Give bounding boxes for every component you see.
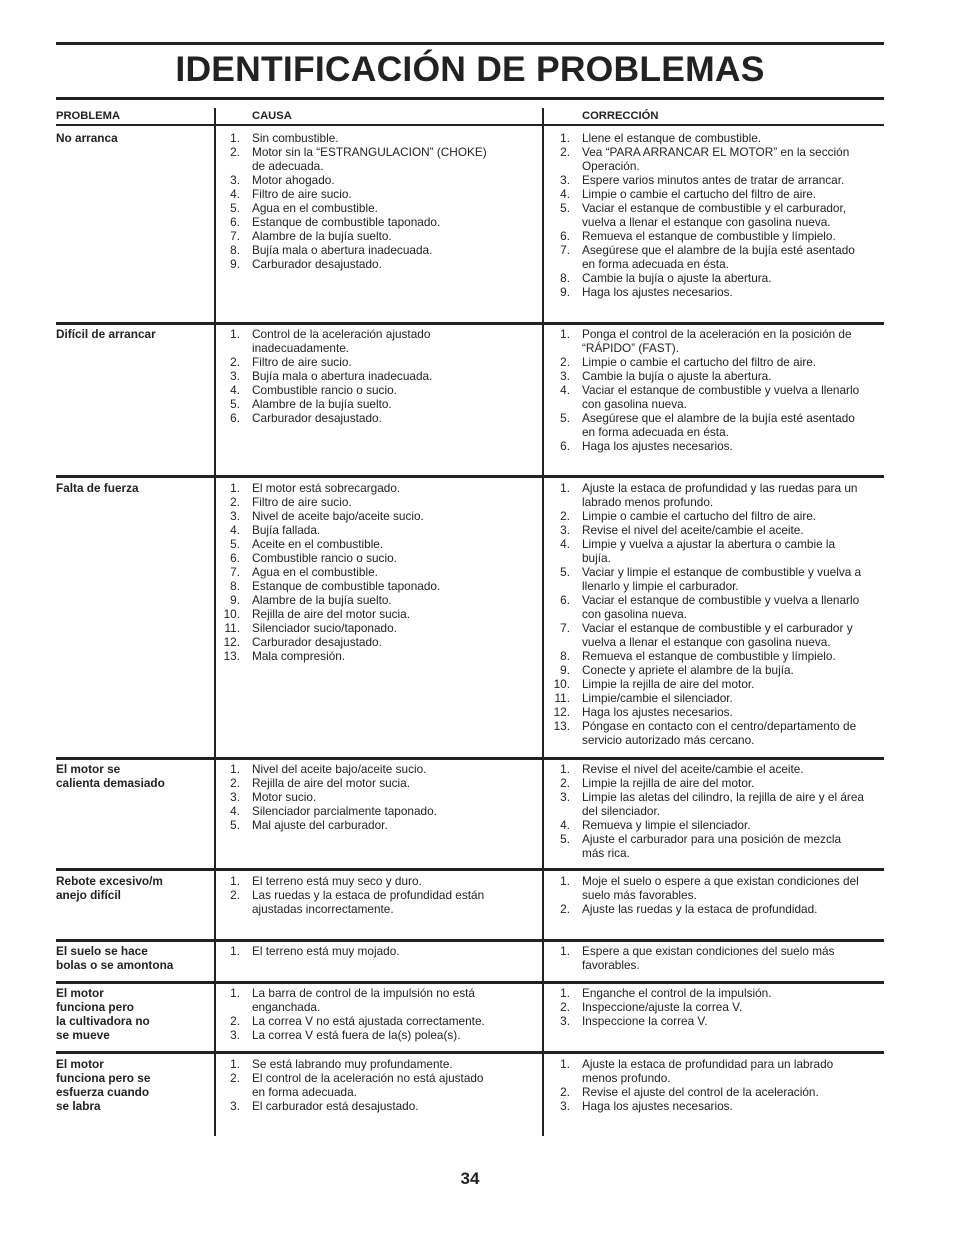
correction-item: [548, 537, 892, 565]
correction-item: [548, 986, 892, 1000]
item-text: El terreno está muy mojado.: [252, 944, 400, 958]
cause-item: [218, 1057, 552, 1071]
item-number: 8.: [560, 649, 570, 663]
problem-label: Difícil de arrancar: [56, 327, 156, 341]
correction-item: [548, 649, 892, 663]
item-number: 8.: [230, 243, 240, 257]
item-text: Espere varios minutos antes de tratar de arrancar.: [582, 173, 845, 187]
item-text: Carburador desajustado.: [252, 411, 382, 425]
item-text: Carburador desajustado.: [252, 635, 382, 649]
cause-item: [218, 257, 552, 271]
item-number: 6.: [560, 229, 570, 243]
item-text: Revise el ajuste del control de la aceleración.: [582, 1085, 819, 1099]
item-number: 3.: [230, 790, 240, 804]
correction-item: [548, 145, 892, 173]
item-number: 2.: [230, 776, 240, 790]
item-number: 1.: [230, 131, 240, 145]
item-text: Control de la aceleración ajustado inadecuadamente.: [252, 327, 431, 355]
correction-item: [548, 818, 892, 832]
item-number: 7.: [560, 621, 570, 635]
item-text: Rejilla de aire del motor sucia.: [252, 607, 411, 621]
cause-item: [218, 1071, 552, 1099]
item-text: Ajuste las ruedas y la estaca de profundidad.: [582, 902, 818, 916]
item-number: 1.: [230, 762, 240, 776]
cause-item: [218, 888, 552, 916]
problem-label: Falta de fuerza: [56, 481, 139, 495]
item-number: 1.: [230, 1057, 240, 1071]
cause-item: [218, 131, 552, 145]
item-number: 3.: [230, 509, 240, 523]
item-text: Póngase en contacto con el centro/departamento de servicio autorizado más cercano.: [582, 719, 857, 747]
item-text: Haga los ajustes necesarios.: [582, 439, 733, 453]
header-correction: CORRECCIÓN: [582, 110, 659, 122]
page-number: 34: [460, 1169, 480, 1188]
cause-item: [218, 593, 552, 607]
problem-label: No arranca: [56, 131, 118, 145]
column-divider-cause: [214, 982, 216, 1051]
item-text: La correa V no está ajustada correctamente.: [252, 1014, 485, 1028]
correction-item: [548, 187, 892, 201]
cause-item: [218, 776, 552, 790]
correction-list: [548, 481, 892, 747]
cause-item: [218, 818, 552, 832]
item-text: Carburador desajustado.: [252, 257, 382, 271]
item-text: Conecte y apriete el alambre de la bujía.: [582, 663, 794, 677]
item-text: Motor sucio.: [252, 790, 317, 804]
correction-item: [548, 663, 892, 677]
cause-item: [218, 790, 552, 804]
column-divider-cause: [214, 477, 216, 757]
cause-list: [218, 327, 552, 425]
cause-list: [218, 481, 552, 663]
item-number: 4.: [230, 523, 240, 537]
item-number: 4.: [560, 537, 570, 551]
item-text: Limpie o cambie el cartucho del filtro de aire.: [582, 509, 817, 523]
item-text: Nivel de aceite bajo/aceite sucio.: [252, 509, 424, 523]
item-text: Moje el suelo o espere a que existan condiciones del suelo más favorables.: [582, 874, 859, 902]
item-text: Enganche el control de la impulsión.: [582, 986, 772, 1000]
item-number: 1.: [560, 986, 570, 1000]
correction-item: [548, 1057, 892, 1085]
item-text: Vaciar el estanque de combustible y vuelva a llenarlo con gasolina nueva.: [582, 593, 860, 621]
cause-item: [218, 762, 552, 776]
item-text: Ajuste la estaca de profundidad y las ruedas para un labrado menos profundo.: [582, 481, 858, 509]
correction-item: [548, 355, 892, 369]
row-separator: [56, 475, 884, 478]
item-number: 1.: [230, 481, 240, 495]
correction-list: [548, 327, 892, 453]
item-number: 4.: [560, 383, 570, 397]
item-text: Vaciar el estanque de combustible y vuelva a llenarlo con gasolina nueva.: [582, 383, 860, 411]
item-text: Remueva el estanque de combustible y límpielo.: [582, 229, 836, 243]
item-number: 2.: [230, 1014, 240, 1028]
item-text: Agua en el combustible.: [252, 201, 378, 215]
item-text: Las ruedas y la estaca de profundidad están ajustadas incorrectamente.: [252, 888, 485, 916]
item-number: 2.: [230, 355, 240, 369]
item-number: 3.: [230, 369, 240, 383]
item-text: Bujía mala o abertura inadecuada.: [252, 369, 433, 383]
item-text: Estanque de combustible taponado.: [252, 579, 441, 593]
correction-item: [548, 383, 892, 411]
correction-list: [548, 1057, 892, 1113]
item-text: Limpie las aletas del cilindro, la rejilla de aire y el área del silenciador.: [582, 790, 864, 818]
item-number: 3.: [230, 173, 240, 187]
item-number: 1.: [560, 1057, 570, 1071]
item-number: 1.: [230, 944, 240, 958]
item-text: Alambre de la bujía suelto.: [252, 397, 392, 411]
item-text: Cambie la bujía o ajuste la abertura.: [582, 271, 772, 285]
item-number: 2.: [560, 1085, 570, 1099]
problem-label: El motor funciona pero la cultivadora no se mueve: [56, 986, 150, 1042]
item-number: 1.: [560, 327, 570, 341]
correction-item: [548, 719, 892, 747]
item-number: 3.: [230, 1028, 240, 1042]
row-separator: [56, 757, 884, 760]
correction-item: [548, 621, 892, 649]
row-separator: [56, 868, 884, 871]
problem-label: El motor funciona pero se esfuerza cuando se labra: [56, 1057, 151, 1113]
item-text: Mal ajuste del carburador.: [252, 818, 388, 832]
item-number: 12.: [223, 635, 240, 649]
cause-list: [218, 986, 552, 1042]
cause-item: [218, 1014, 552, 1028]
cause-item: [218, 383, 552, 397]
correction-item: [548, 369, 892, 383]
item-number: 11.: [554, 691, 570, 705]
correction-item: [548, 411, 892, 439]
cause-item: [218, 509, 552, 523]
item-text: Nivel del aceite bajo/aceite sucio.: [252, 762, 427, 776]
cause-item: [218, 1099, 552, 1113]
correction-item: [548, 1085, 892, 1099]
cause-item: [218, 944, 552, 958]
correction-item: [548, 790, 892, 818]
item-number: 5.: [230, 397, 240, 411]
item-number: 4.: [560, 818, 570, 832]
item-text: Vaciar el estanque de combustible y el carburador, vuelva a llenar el estanque con gasolina nueva.: [582, 201, 847, 229]
cause-item: [218, 327, 552, 355]
item-number: 2.: [560, 902, 570, 916]
item-number: 2.: [230, 495, 240, 509]
correction-item: [548, 229, 892, 243]
item-number: 9.: [230, 257, 240, 271]
cause-list: [218, 874, 552, 916]
cause-item: [218, 523, 552, 537]
cause-item: [218, 243, 552, 257]
correction-item: [548, 593, 892, 621]
row-separator: [56, 981, 884, 984]
cause-item: [218, 551, 552, 565]
item-number: 2.: [230, 888, 240, 902]
header-cause: CAUSA: [252, 110, 292, 122]
correction-item: [548, 705, 892, 719]
item-number: 9.: [560, 285, 570, 299]
column-divider-cause: [214, 108, 216, 322]
correction-item: [548, 565, 892, 593]
column-divider-cause: [214, 1053, 216, 1136]
header-rule: [56, 124, 884, 126]
cause-item: [218, 1028, 552, 1042]
correction-item: [548, 1014, 892, 1028]
column-divider-cause: [214, 323, 216, 475]
correction-item: [548, 776, 892, 790]
correction-item: [548, 832, 892, 860]
cause-item: [218, 397, 552, 411]
correction-item: [548, 944, 892, 972]
item-text: Bujía fallada.: [252, 523, 321, 537]
item-text: Cambie la bujía o ajuste la abertura.: [582, 369, 772, 383]
item-text: Motor sin la “ESTRANGULACION” (CHOKE) de adecuada.: [252, 145, 487, 173]
item-text: Alambre de la bujía suelto.: [252, 229, 392, 243]
item-number: 1.: [230, 986, 240, 1000]
item-text: El carburador está desajustado.: [252, 1099, 419, 1113]
correction-item: [548, 762, 892, 776]
item-number: 5.: [560, 201, 570, 215]
item-number: 8.: [560, 271, 570, 285]
correction-list: [548, 762, 892, 860]
item-text: Filtro de aire sucio.: [252, 495, 352, 509]
cause-item: [218, 579, 552, 593]
correction-item: [548, 1000, 892, 1014]
item-text: Llene el estanque de combustible.: [582, 131, 762, 145]
item-number: 13.: [223, 649, 240, 663]
item-number: 6.: [560, 593, 570, 607]
item-number: 10.: [553, 677, 570, 691]
item-number: 1.: [560, 874, 570, 888]
item-number: 5.: [230, 818, 240, 832]
cause-item: [218, 369, 552, 383]
correction-item: [548, 243, 892, 271]
correction-item: [548, 691, 892, 705]
correction-item: [548, 173, 892, 187]
correction-item: [548, 677, 892, 691]
cause-item: [218, 649, 552, 663]
correction-item: [548, 523, 892, 537]
item-number: 4.: [230, 187, 240, 201]
item-text: Aceite en el combustible.: [252, 537, 384, 551]
item-text: Revise el nivel del aceite/cambie el aceite.: [582, 523, 804, 537]
correction-item: [548, 481, 892, 509]
correction-list: [548, 874, 892, 916]
item-number: 2.: [230, 1071, 240, 1085]
item-text: Haga los ajustes necesarios.: [582, 1099, 733, 1113]
item-text: Rejilla de aire del motor sucia.: [252, 776, 411, 790]
item-number: 3.: [560, 1099, 570, 1113]
item-number: 7.: [230, 229, 240, 243]
cause-item: [218, 495, 552, 509]
correction-item: [548, 509, 892, 523]
item-number: 9.: [560, 663, 570, 677]
item-text: Remueva y limpie el silenciador.: [582, 818, 751, 832]
correction-list: [548, 986, 892, 1028]
cause-item: [218, 565, 552, 579]
item-text: Combustible rancio o sucio.: [252, 383, 397, 397]
row-separator: [56, 1051, 884, 1054]
problem-label: El suelo se hace bolas o se amontona: [56, 944, 174, 972]
item-text: Limpie la rejilla de aire del motor.: [582, 677, 755, 691]
item-text: Ajuste el carburador para una posición de mezcla más rica.: [582, 832, 842, 860]
column-divider-cause: [214, 940, 216, 981]
item-text: Mala compresión.: [252, 649, 346, 663]
item-text: Vaciar y limpie el estanque de combustible y vuelva a llenarlo y limpie el carburador.: [582, 565, 862, 593]
item-text: Limpie y vuelva a ajustar la abertura o cambie la bujía.: [582, 537, 836, 565]
item-text: Vea “PARA ARRANCAR EL MOTOR” en la sección Operación.: [582, 145, 850, 173]
correction-item: [548, 327, 892, 355]
item-number: 2.: [560, 776, 570, 790]
problem-label: El motor se calienta demasiado: [56, 762, 165, 790]
item-number: 10.: [223, 607, 240, 621]
item-text: Revise el nivel del aceite/cambie el aceite.: [582, 762, 804, 776]
page-title: IDENTIFICACIÓN DE PROBLEMAS: [175, 49, 765, 89]
cause-item: [218, 215, 552, 229]
item-number: 2.: [560, 509, 570, 523]
item-text: Limpie la rejilla de aire del motor.: [582, 776, 755, 790]
cause-item: [218, 201, 552, 215]
cause-item: [218, 355, 552, 369]
item-text: El control de la aceleración no está ajustado en forma adecuada.: [252, 1071, 484, 1099]
item-number: 9.: [230, 593, 240, 607]
item-number: 3.: [230, 1099, 240, 1113]
item-text: Vaciar el estanque de combustible y el carburador y vuelva a llenar el estanque con gasolina nueva.: [582, 621, 853, 649]
item-text: La correa V está fuera de la(s) polea(s).: [252, 1028, 461, 1042]
item-number: 5.: [560, 832, 570, 846]
cause-item: [218, 229, 552, 243]
header-problem: PROBLEMA: [56, 110, 121, 122]
column-divider-cause: [214, 870, 216, 939]
item-number: 7.: [560, 243, 570, 257]
item-number: 2.: [560, 145, 570, 159]
cause-item: [218, 411, 552, 425]
item-number: 3.: [560, 790, 570, 804]
item-number: 3.: [560, 523, 570, 537]
item-text: Estanque de combustible taponado.: [252, 215, 441, 229]
cause-item: [218, 187, 552, 201]
problem-label: Rebote excesivo/m anejo difícil: [56, 874, 163, 902]
cause-item: [218, 537, 552, 551]
item-number: 2.: [230, 145, 240, 159]
item-text: La barra de control de la impulsión no está enganchada.: [252, 986, 475, 1014]
item-text: Se está labrando muy profundamente.: [252, 1057, 453, 1071]
item-number: 4.: [230, 804, 240, 818]
item-number: 2.: [560, 355, 570, 369]
correction-item: [548, 439, 892, 453]
cause-item: [218, 621, 552, 635]
item-text: Motor ahogado.: [252, 173, 335, 187]
item-text: Silenciador sucio/taponado.: [252, 621, 397, 635]
item-number: 1.: [230, 874, 240, 888]
item-text: Asegúrese que el alambre de la bujía esté asentado en forma adecuada en ésta.: [582, 411, 855, 439]
item-number: 3.: [560, 1014, 570, 1028]
item-text: Limpie o cambie el cartucho del filtro de aire.: [582, 355, 817, 369]
item-text: Haga los ajustes necesarios.: [582, 285, 733, 299]
item-text: Inspeccione la correa V.: [582, 1014, 708, 1028]
cause-item: [218, 635, 552, 649]
item-text: Espere a que existan condiciones del suelo más favorables.: [582, 944, 835, 972]
column-divider-cause: [214, 758, 216, 868]
item-number: 3.: [560, 369, 570, 383]
correction-list: [548, 131, 892, 299]
item-number: 13.: [553, 719, 570, 733]
item-number: 6.: [230, 215, 240, 229]
item-number: 8.: [230, 579, 240, 593]
item-number: 1.: [560, 944, 570, 958]
cause-list: [218, 762, 552, 832]
item-number: 11.: [224, 621, 240, 635]
item-text: El terreno está muy seco y duro.: [252, 874, 422, 888]
item-text: Silenciador parcialmente taponado.: [252, 804, 437, 818]
item-number: 1.: [560, 131, 570, 145]
item-text: Combustible rancio o sucio.: [252, 551, 397, 565]
item-text: Asegúrese que el alambre de la bujía esté asentado en forma adecuada en ésta.: [582, 243, 855, 271]
item-number: 5.: [230, 201, 240, 215]
item-number: 5.: [560, 565, 570, 579]
cause-item: [218, 874, 552, 888]
item-text: Sin combustible.: [252, 131, 339, 145]
row-separator: [56, 322, 884, 325]
cause-item: [218, 481, 552, 495]
cause-list: [218, 1057, 552, 1113]
item-number: 5.: [560, 411, 570, 425]
item-text: Haga los ajustes necesarios.: [582, 705, 733, 719]
correction-item: [548, 902, 892, 916]
item-text: Filtro de aire sucio.: [252, 355, 352, 369]
item-number: 2.: [560, 1000, 570, 1014]
correction-item: [548, 874, 892, 902]
item-number: 6.: [560, 439, 570, 453]
item-number: 1.: [560, 762, 570, 776]
item-number: 6.: [230, 551, 240, 565]
item-text: El motor está sobrecargado.: [252, 481, 401, 495]
top-rule: [56, 42, 884, 45]
item-number: 5.: [230, 537, 240, 551]
item-number: 4.: [230, 383, 240, 397]
item-text: Inspeccione/ajuste la correa V.: [582, 1000, 743, 1014]
item-number: 12.: [553, 705, 570, 719]
cause-list: [218, 131, 552, 271]
correction-item: [548, 201, 892, 229]
correction-item: [548, 271, 892, 285]
item-number: 4.: [560, 187, 570, 201]
item-text: Limpie/cambie el silenciador.: [582, 691, 733, 705]
item-text: Limpie o cambie el cartucho del filtro de aire.: [582, 187, 817, 201]
item-text: Bujía mala o abertura inadecuada.: [252, 243, 433, 257]
cause-item: [218, 986, 552, 1014]
item-text: Agua en el combustible.: [252, 565, 378, 579]
cause-item: [218, 173, 552, 187]
title-rule: [56, 97, 884, 100]
cause-item: [218, 607, 552, 621]
item-text: Remueva el estanque de combustible y límpielo.: [582, 649, 836, 663]
cause-item: [218, 145, 552, 173]
correction-list: [548, 944, 892, 972]
item-number: 3.: [560, 173, 570, 187]
correction-item: [548, 1099, 892, 1113]
item-number: 7.: [230, 565, 240, 579]
cause-item: [218, 804, 552, 818]
item-text: Ponga el control de la aceleración en la posición de “RÁPIDO” (FAST).: [582, 327, 852, 355]
row-separator: [56, 939, 884, 942]
item-number: 1.: [230, 327, 240, 341]
cause-list: [218, 944, 552, 958]
item-text: Ajuste la estaca de profundidad para un labrado menos profundo.: [582, 1057, 834, 1085]
correction-item: [548, 285, 892, 299]
correction-item: [548, 131, 892, 145]
item-text: Alambre de la bujía suelto.: [252, 593, 392, 607]
item-number: 6.: [230, 411, 240, 425]
item-text: Filtro de aire sucio.: [252, 187, 352, 201]
item-number: 1.: [560, 481, 570, 495]
